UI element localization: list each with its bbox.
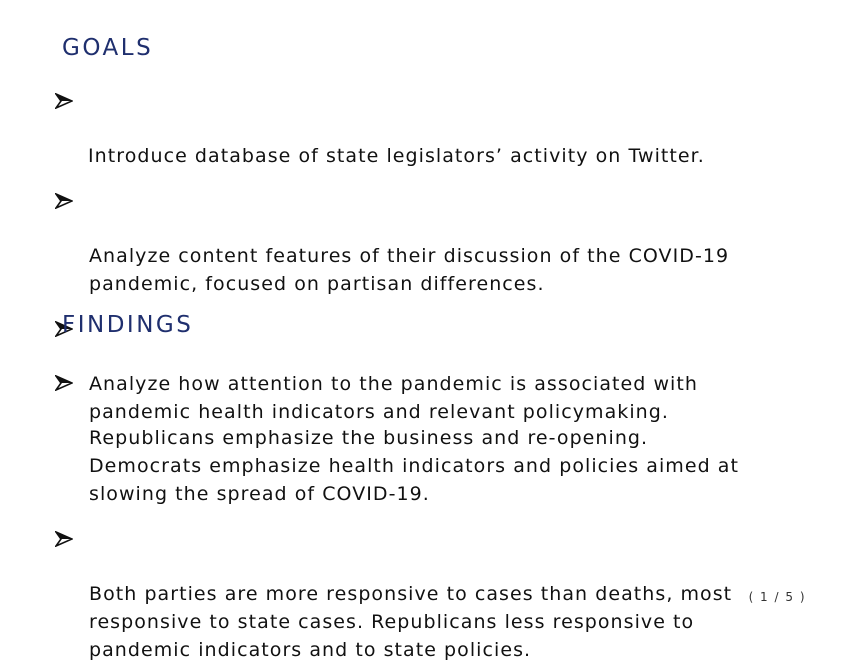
goal-item-text: Introduce database of state legislators’ activity on Twitter.: [88, 145, 705, 167]
arrowhead-bullet-icon: [55, 93, 73, 109]
arrowhead-bullet-icon: [55, 531, 73, 547]
goal-item: [55, 86, 835, 170]
finding-item-text: Republicans emphasize the business and re-opening. Democrats emphasize health indicators and policies aimed at slowing the spread of COVID-19.: [89, 427, 739, 505]
arrowhead-bullet-icon: [55, 375, 73, 391]
findings-heading: FINDINGS: [62, 312, 194, 338]
finding-item: [55, 368, 835, 508]
goal-item-text: Analyze how attention to the pandemic is associated with pandemic health indicators and relevant policymaking.: [89, 373, 698, 423]
page-number: ( 1 / 5 ): [748, 590, 806, 604]
finding-item: [55, 524, 835, 664]
goal-item: [55, 186, 835, 298]
arrowhead-bullet-icon: [55, 193, 73, 209]
goal-item-text: Analyze content features of their discussion of the COVID-19 pandemic, focused on partisan differences.: [89, 245, 730, 295]
findings-list: [55, 368, 835, 664]
finding-item-text: Both parties are more responsive to cases than deaths, most responsive to state cases. Republicans less responsive to pandemic indicators and to state policies.: [89, 583, 733, 661]
goals-heading: GOALS: [62, 35, 154, 61]
